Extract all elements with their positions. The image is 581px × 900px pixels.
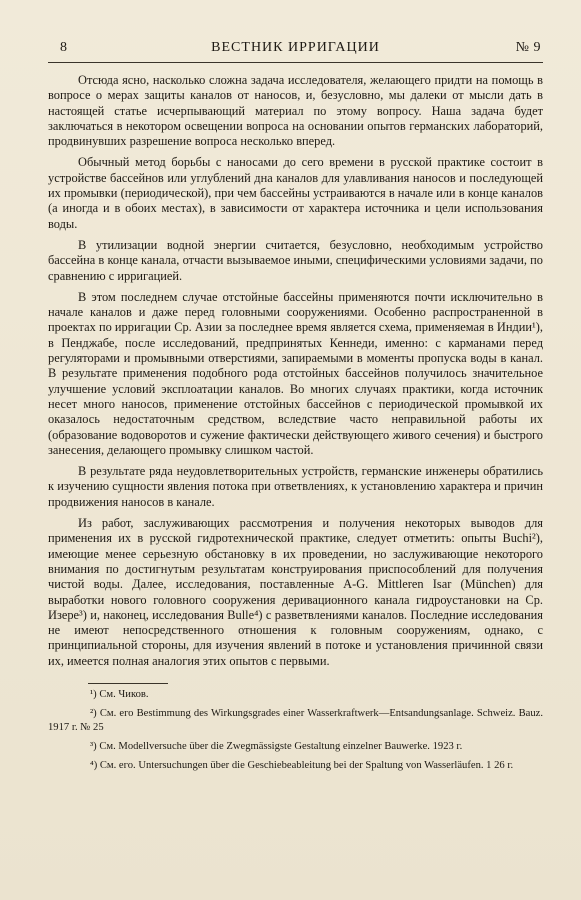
journal-title: ВЕСТНИК ИРРИГАЦИИ [211,40,380,55]
header-divider [48,62,543,63]
article-body [48,73,543,669]
footnote: ²) См. его Bestimmung des Wirkungsgrades einer Wasserkraftwerk—Entsandungsanlage. Schweiz. Bauz. 1917 г. № 25 [48,707,543,733]
footnote: ⁴) См. его. Untersuchungen über die Geschiebeableitung bei der Spaltung von Wasserläufen. 1 26 г. [90,759,514,771]
paragraph: В результате ряда неудовлетворительных устройств, германские инженеры обратились к изучению сущности явления потока при ответвлениях, к установлению характера и причин продвижения наносов в канале. [48,464,543,509]
footnote-divider [88,683,168,684]
paragraph: Отсюда ясно, насколько сложна задача исследователя, желающего придти на помощь в вопросе о мерах защиты каналов от наносов, и, безусловно, мы далеки от мысли дать в настоящей статье исчерпывающий материал по этому вопросу. Наша задача будет заключаться в некотором освещении вопроса на основании опытов германских лабораторий, продвинувших разрешение вопроса несколько вперед. [48,73,543,149]
footnote: ³) См. Modellversuche über die Zwegmässigste Gestaltung einzelner Bauwerke. 1923 г. [90,740,463,752]
footnotes [48,683,543,773]
paragraph: В этом последнем случае отстойные бассейны применяются почти исключительно в начале каналов и даже перед головными сооружениями. Особенно распространенной в проектах по ирригации Ср. Азии за последнее время является схема, применяемая в Индии¹), в Пенджабе, после исследований, предпринятых Кеннеди, именно: с карманами перед регуляторами и промывными отверстиями, запираемыми в моменты пропуска воды в канал. В результате применения подобного рода отстойных бассейнов получилось значительное улучшение условий эксплоатации каналов. Во многих случаях практики, когда источник несет много наносов, применение отстойных бассейнов с периодической промывкой их оказалось недостаточным средством, вследствие часто неправильной работы их (образование водоворотов и сужение фактически действующего живого сечения) и быстрого занесения, делающего промывку слишком частой. [48,289,543,457]
footnote: ¹) См. Чиков. [90,688,149,700]
paragraph: Из работ, заслуживающих рассмотрения и получения некоторых выводов для применения их в русской гидротехнической практике, следует отметить: опыты Buchi²), имеющие менее серьезную обстановку в их проведении, но заслуживающие некоторого внимания по достигнутым результатам конструирования приспособлений для получения чистой воды. Далее, исследования, поставленные A-G. Mittleren Isar (München) для выработки нового головного сооружения деривационного канала гидроустановки на Ср. Изере³) и, наконец, исследования Bulle⁴) с разветвлениями каналов. Последние исследования не имеют непосредственного отношения к головным сооружениям, однако, с принципиальной стороны, для изучения явлений в потоке и установления причинной связи их, имеется полная аналогия этих опытов с первыми. [48,516,543,668]
paragraph: Обычный метод борьбы с наносами до сего времени в русской практике состоит в устройстве бассейнов или углублений дна каналов для улавливания наносов и последующей их промывки (периодической), при чем бассейны устраиваются в начале или в конце каналов (а иногда и в обоих местах), в зависимости от характера источника и цели использования воды. [48,155,543,231]
issue-number: № 9 [515,40,541,55]
running-header [48,36,543,60]
paragraph: В утилизации водной энергии считается, безусловно, необходимым устройство бассейна в конце канала, отчасти вызываемое иными, специфическими условиями задачи, по сравнению с ирригацией. [48,237,543,283]
page-number: 8 [60,40,68,55]
